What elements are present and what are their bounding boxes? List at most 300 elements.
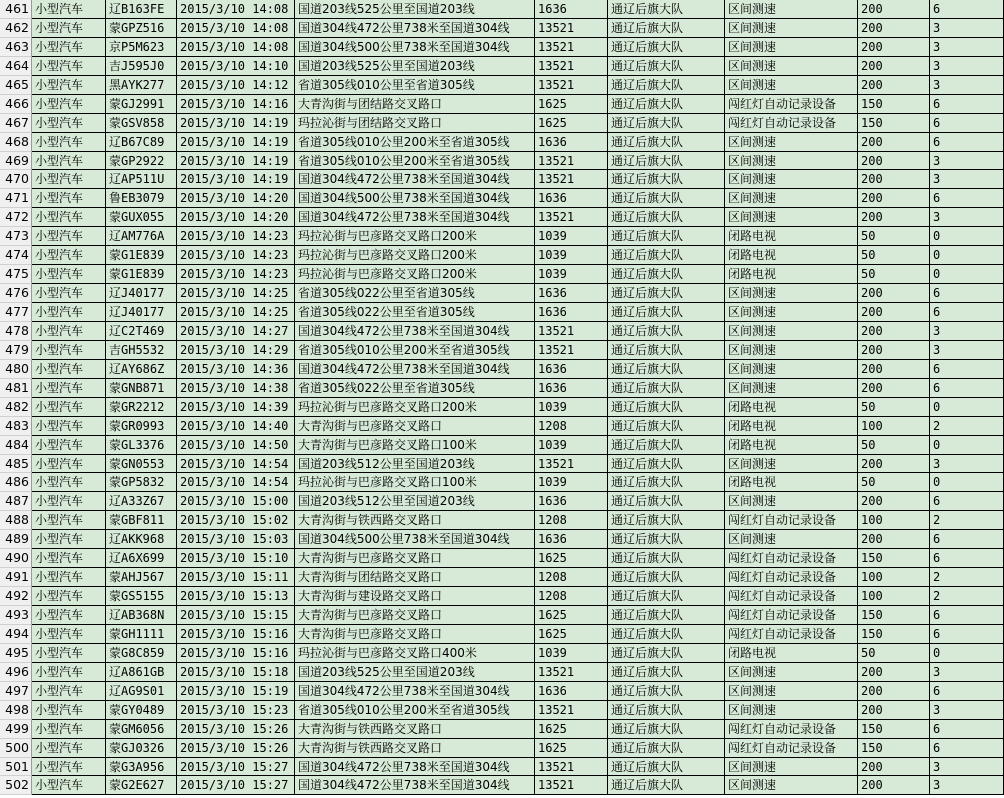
location-cell[interactable]: 大青沟街与巴彦路交叉路口 — [295, 417, 535, 436]
fine-cell[interactable]: 200 — [858, 284, 930, 303]
code-cell[interactable]: 13521 — [535, 208, 608, 227]
datetime-cell[interactable]: 2015/3/10 15:19 — [177, 682, 295, 701]
datetime-cell[interactable]: 2015/3/10 14:25 — [177, 303, 295, 322]
plate-cell[interactable]: 蒙GP5832 — [106, 473, 177, 492]
code-cell[interactable]: 13521 — [535, 19, 608, 38]
plate-cell[interactable]: 蒙GM6056 — [106, 720, 177, 739]
unit-cell[interactable]: 通辽后旗大队 — [608, 189, 725, 208]
location-cell[interactable]: 国道304线472公里738米至国道304线 — [295, 19, 535, 38]
fine-cell[interactable]: 200 — [858, 379, 930, 398]
code-cell[interactable]: 13521 — [535, 776, 608, 795]
code-cell[interactable]: 1625 — [535, 625, 608, 644]
unit-cell[interactable]: 通辽后旗大队 — [608, 208, 725, 227]
location-cell[interactable]: 玛拉沁街与巴彦路交叉路口200米 — [295, 227, 535, 246]
device-cell[interactable]: 闭路电视 — [725, 417, 858, 436]
unit-cell[interactable]: 通辽后旗大队 — [608, 284, 725, 303]
points-cell[interactable]: 0 — [930, 644, 1004, 663]
code-cell[interactable]: 1636 — [535, 530, 608, 549]
vehicle-type-cell[interactable]: 小型汽车 — [32, 246, 106, 265]
device-cell[interactable]: 区间测速 — [725, 701, 858, 720]
vehicle-type-cell[interactable]: 小型汽车 — [32, 436, 106, 455]
row-header[interactable]: 480 — [0, 360, 32, 379]
unit-cell[interactable]: 通辽后旗大队 — [608, 492, 725, 511]
device-cell[interactable]: 闭路电视 — [725, 473, 858, 492]
row-header[interactable]: 495 — [0, 644, 32, 663]
points-cell[interactable]: 2 — [930, 587, 1004, 606]
code-cell[interactable]: 1636 — [535, 189, 608, 208]
plate-cell[interactable]: 蒙GNB871 — [106, 379, 177, 398]
vehicle-type-cell[interactable]: 小型汽车 — [32, 511, 106, 530]
device-cell[interactable]: 区间测速 — [725, 530, 858, 549]
code-cell[interactable]: 13521 — [535, 57, 608, 76]
code-cell[interactable]: 1039 — [535, 473, 608, 492]
device-cell[interactable]: 闯红灯自动记录设备 — [725, 625, 858, 644]
plate-cell[interactable]: 辽C2T469 — [106, 322, 177, 341]
device-cell[interactable]: 闯红灯自动记录设备 — [725, 95, 858, 114]
fine-cell[interactable]: 200 — [858, 682, 930, 701]
datetime-cell[interactable]: 2015/3/10 14:36 — [177, 360, 295, 379]
unit-cell[interactable]: 通辽后旗大队 — [608, 227, 725, 246]
location-cell[interactable]: 国道304线472公里738米至国道304线 — [295, 758, 535, 777]
points-cell[interactable]: 3 — [930, 322, 1004, 341]
vehicle-type-cell[interactable]: 小型汽车 — [32, 492, 106, 511]
location-cell[interactable]: 玛拉沁街与巴彦路交叉路口200米 — [295, 398, 535, 417]
fine-cell[interactable]: 200 — [858, 133, 930, 152]
vehicle-type-cell[interactable]: 小型汽车 — [32, 227, 106, 246]
points-cell[interactable]: 0 — [930, 246, 1004, 265]
plate-cell[interactable]: 辽AP511U — [106, 170, 177, 189]
unit-cell[interactable]: 通辽后旗大队 — [608, 739, 725, 758]
unit-cell[interactable]: 通辽后旗大队 — [608, 114, 725, 133]
fine-cell[interactable]: 100 — [858, 417, 930, 436]
vehicle-type-cell[interactable]: 小型汽车 — [32, 720, 106, 739]
row-header[interactable]: 494 — [0, 625, 32, 644]
points-cell[interactable]: 0 — [930, 473, 1004, 492]
location-cell[interactable]: 国道304线472公里738米至国道304线 — [295, 322, 535, 341]
points-cell[interactable]: 6 — [930, 133, 1004, 152]
plate-cell[interactable]: 辽J40177 — [106, 284, 177, 303]
unit-cell[interactable]: 通辽后旗大队 — [608, 322, 725, 341]
vehicle-type-cell[interactable]: 小型汽车 — [32, 360, 106, 379]
plate-cell[interactable]: 蒙G2E627 — [106, 776, 177, 795]
row-header[interactable]: 502 — [0, 776, 32, 795]
plate-cell[interactable]: 蒙GS5155 — [106, 587, 177, 606]
fine-cell[interactable]: 200 — [858, 208, 930, 227]
row-header[interactable]: 493 — [0, 606, 32, 625]
device-cell[interactable]: 区间测速 — [725, 152, 858, 171]
device-cell[interactable]: 区间测速 — [725, 758, 858, 777]
points-cell[interactable]: 3 — [930, 701, 1004, 720]
device-cell[interactable]: 区间测速 — [725, 322, 858, 341]
device-cell[interactable]: 区间测速 — [725, 303, 858, 322]
code-cell[interactable]: 1636 — [535, 379, 608, 398]
points-cell[interactable]: 2 — [930, 511, 1004, 530]
location-cell[interactable]: 国道203线525公里至国道203线 — [295, 57, 535, 76]
row-header[interactable]: 485 — [0, 455, 32, 474]
location-cell[interactable]: 省道305线022公里至省道305线 — [295, 284, 535, 303]
datetime-cell[interactable]: 2015/3/10 14:08 — [177, 38, 295, 57]
fine-cell[interactable]: 50 — [858, 644, 930, 663]
location-cell[interactable]: 大青沟街与建设路交叉路口 — [295, 587, 535, 606]
code-cell[interactable]: 1039 — [535, 398, 608, 417]
points-cell[interactable]: 6 — [930, 739, 1004, 758]
datetime-cell[interactable]: 2015/3/10 15:26 — [177, 720, 295, 739]
datetime-cell[interactable]: 2015/3/10 15:26 — [177, 739, 295, 758]
fine-cell[interactable]: 200 — [858, 663, 930, 682]
plate-cell[interactable]: 辽AKK968 — [106, 530, 177, 549]
fine-cell[interactable]: 150 — [858, 95, 930, 114]
plate-cell[interactable]: 蒙GPZ516 — [106, 19, 177, 38]
plate-cell[interactable]: 蒙GH1111 — [106, 625, 177, 644]
device-cell[interactable]: 闯红灯自动记录设备 — [725, 606, 858, 625]
plate-cell[interactable]: 蒙GY0489 — [106, 701, 177, 720]
plate-cell[interactable]: 蒙GR0993 — [106, 417, 177, 436]
device-cell[interactable]: 区间测速 — [725, 76, 858, 95]
row-header[interactable]: 490 — [0, 549, 32, 568]
code-cell[interactable]: 1636 — [535, 133, 608, 152]
row-header[interactable]: 486 — [0, 473, 32, 492]
unit-cell[interactable]: 通辽后旗大队 — [608, 455, 725, 474]
unit-cell[interactable]: 通辽后旗大队 — [608, 19, 725, 38]
datetime-cell[interactable]: 2015/3/10 15:13 — [177, 587, 295, 606]
location-cell[interactable]: 省道305线022公里至省道305线 — [295, 379, 535, 398]
vehicle-type-cell[interactable]: 小型汽车 — [32, 284, 106, 303]
datetime-cell[interactable]: 2015/3/10 15:16 — [177, 644, 295, 663]
points-cell[interactable]: 0 — [930, 265, 1004, 284]
row-header[interactable]: 476 — [0, 284, 32, 303]
datetime-cell[interactable]: 2015/3/10 14:19 — [177, 114, 295, 133]
vehicle-type-cell[interactable]: 小型汽车 — [32, 170, 106, 189]
datetime-cell[interactable]: 2015/3/10 14:10 — [177, 57, 295, 76]
fine-cell[interactable]: 200 — [858, 341, 930, 360]
row-header[interactable]: 472 — [0, 208, 32, 227]
fine-cell[interactable]: 200 — [858, 189, 930, 208]
unit-cell[interactable]: 通辽后旗大队 — [608, 57, 725, 76]
unit-cell[interactable]: 通辽后旗大队 — [608, 360, 725, 379]
location-cell[interactable]: 国道203线512公里至国道203线 — [295, 492, 535, 511]
code-cell[interactable]: 1625 — [535, 720, 608, 739]
fine-cell[interactable]: 200 — [858, 0, 930, 19]
plate-cell[interactable]: 辽A861GB — [106, 663, 177, 682]
device-cell[interactable]: 区间测速 — [725, 19, 858, 38]
fine-cell[interactable]: 200 — [858, 455, 930, 474]
points-cell[interactable]: 6 — [930, 682, 1004, 701]
code-cell[interactable]: 1636 — [535, 0, 608, 19]
datetime-cell[interactable]: 2015/3/10 14:16 — [177, 95, 295, 114]
datetime-cell[interactable]: 2015/3/10 14:54 — [177, 455, 295, 474]
datetime-cell[interactable]: 2015/3/10 14:23 — [177, 227, 295, 246]
device-cell[interactable]: 区间测速 — [725, 341, 858, 360]
code-cell[interactable]: 1625 — [535, 739, 608, 758]
location-cell[interactable]: 国道304线500公里738米至国道304线 — [295, 189, 535, 208]
fine-cell[interactable]: 200 — [858, 76, 930, 95]
datetime-cell[interactable]: 2015/3/10 15:27 — [177, 776, 295, 795]
points-cell[interactable]: 3 — [930, 758, 1004, 777]
location-cell[interactable]: 国道304线472公里738米至国道304线 — [295, 208, 535, 227]
device-cell[interactable]: 区间测速 — [725, 776, 858, 795]
datetime-cell[interactable]: 2015/3/10 15:10 — [177, 549, 295, 568]
plate-cell[interactable]: 辽B163FE — [106, 0, 177, 19]
location-cell[interactable]: 国道304线472公里738米至国道304线 — [295, 776, 535, 795]
row-header[interactable]: 496 — [0, 663, 32, 682]
datetime-cell[interactable]: 2015/3/10 14:50 — [177, 436, 295, 455]
fine-cell[interactable]: 150 — [858, 606, 930, 625]
location-cell[interactable]: 大青沟街与团结路交叉路口 — [295, 568, 535, 587]
device-cell[interactable]: 区间测速 — [725, 284, 858, 303]
plate-cell[interactable]: 辽AB368N — [106, 606, 177, 625]
plate-cell[interactable]: 京P5M623 — [106, 38, 177, 57]
fine-cell[interactable]: 200 — [858, 758, 930, 777]
fine-cell[interactable]: 150 — [858, 739, 930, 758]
location-cell[interactable]: 大青沟街与铁西路交叉路口 — [295, 739, 535, 758]
code-cell[interactable]: 1625 — [535, 95, 608, 114]
fine-cell[interactable]: 50 — [858, 473, 930, 492]
code-cell[interactable]: 1039 — [535, 246, 608, 265]
plate-cell[interactable]: 吉J595J0 — [106, 57, 177, 76]
vehicle-type-cell[interactable]: 小型汽车 — [32, 530, 106, 549]
plate-cell[interactable]: 辽A33Z67 — [106, 492, 177, 511]
row-header[interactable]: 497 — [0, 682, 32, 701]
row-header[interactable]: 465 — [0, 76, 32, 95]
code-cell[interactable]: 1625 — [535, 114, 608, 133]
code-cell[interactable]: 13521 — [535, 663, 608, 682]
datetime-cell[interactable]: 2015/3/10 15:15 — [177, 606, 295, 625]
unit-cell[interactable]: 通辽后旗大队 — [608, 246, 725, 265]
unit-cell[interactable]: 通辽后旗大队 — [608, 644, 725, 663]
fine-cell[interactable]: 100 — [858, 511, 930, 530]
datetime-cell[interactable]: 2015/3/10 14:54 — [177, 473, 295, 492]
location-cell[interactable]: 省道305线022公里至省道305线 — [295, 303, 535, 322]
fine-cell[interactable]: 200 — [858, 701, 930, 720]
fine-cell[interactable]: 200 — [858, 360, 930, 379]
unit-cell[interactable]: 通辽后旗大队 — [608, 265, 725, 284]
location-cell[interactable]: 大青沟街与巴彦路交叉路口 — [295, 549, 535, 568]
points-cell[interactable]: 3 — [930, 170, 1004, 189]
code-cell[interactable]: 1208 — [535, 417, 608, 436]
fine-cell[interactable]: 150 — [858, 625, 930, 644]
vehicle-type-cell[interactable]: 小型汽车 — [32, 682, 106, 701]
unit-cell[interactable]: 通辽后旗大队 — [608, 379, 725, 398]
points-cell[interactable]: 6 — [930, 530, 1004, 549]
device-cell[interactable]: 闯红灯自动记录设备 — [725, 739, 858, 758]
unit-cell[interactable]: 通辽后旗大队 — [608, 398, 725, 417]
plate-cell[interactable]: 辽A6X699 — [106, 549, 177, 568]
points-cell[interactable]: 6 — [930, 379, 1004, 398]
vehicle-type-cell[interactable]: 小型汽车 — [32, 587, 106, 606]
code-cell[interactable]: 1636 — [535, 284, 608, 303]
row-header[interactable]: 467 — [0, 114, 32, 133]
fine-cell[interactable]: 200 — [858, 492, 930, 511]
plate-cell[interactable]: 蒙G1E839 — [106, 246, 177, 265]
datetime-cell[interactable]: 2015/3/10 15:11 — [177, 568, 295, 587]
plate-cell[interactable]: 蒙AHJ567 — [106, 568, 177, 587]
vehicle-type-cell[interactable]: 小型汽车 — [32, 0, 106, 19]
plate-cell[interactable]: 蒙GJ0326 — [106, 739, 177, 758]
device-cell[interactable]: 区间测速 — [725, 682, 858, 701]
datetime-cell[interactable]: 2015/3/10 14:23 — [177, 265, 295, 284]
points-cell[interactable]: 0 — [930, 436, 1004, 455]
plate-cell[interactable]: 蒙GL3376 — [106, 436, 177, 455]
points-cell[interactable]: 3 — [930, 341, 1004, 360]
vehicle-type-cell[interactable]: 小型汽车 — [32, 265, 106, 284]
points-cell[interactable]: 3 — [930, 152, 1004, 171]
unit-cell[interactable]: 通辽后旗大队 — [608, 530, 725, 549]
location-cell[interactable]: 玛拉沁街与团结路交叉路口 — [295, 114, 535, 133]
code-cell[interactable]: 1625 — [535, 549, 608, 568]
vehicle-type-cell[interactable]: 小型汽车 — [32, 95, 106, 114]
unit-cell[interactable]: 通辽后旗大队 — [608, 152, 725, 171]
device-cell[interactable]: 区间测速 — [725, 379, 858, 398]
location-cell[interactable]: 大青沟街与团结路交叉路口 — [295, 95, 535, 114]
location-cell[interactable]: 国道304线472公里738米至国道304线 — [295, 682, 535, 701]
datetime-cell[interactable]: 2015/3/10 14:38 — [177, 379, 295, 398]
unit-cell[interactable]: 通辽后旗大队 — [608, 95, 725, 114]
location-cell[interactable]: 省道305线010公里200米至省道305线 — [295, 133, 535, 152]
row-header[interactable]: 482 — [0, 398, 32, 417]
code-cell[interactable]: 13521 — [535, 455, 608, 474]
fine-cell[interactable]: 200 — [858, 322, 930, 341]
vehicle-type-cell[interactable]: 小型汽车 — [32, 38, 106, 57]
row-header[interactable]: 498 — [0, 701, 32, 720]
row-header[interactable]: 477 — [0, 303, 32, 322]
code-cell[interactable]: 1636 — [535, 682, 608, 701]
location-cell[interactable]: 玛拉沁街与巴彦路交叉路口200米 — [295, 246, 535, 265]
row-header[interactable]: 470 — [0, 170, 32, 189]
vehicle-type-cell[interactable]: 小型汽车 — [32, 455, 106, 474]
points-cell[interactable]: 6 — [930, 189, 1004, 208]
device-cell[interactable]: 区间测速 — [725, 492, 858, 511]
location-cell[interactable]: 省道305线010公里200米至省道305线 — [295, 152, 535, 171]
row-header[interactable]: 478 — [0, 322, 32, 341]
points-cell[interactable]: 3 — [930, 663, 1004, 682]
device-cell[interactable]: 区间测速 — [725, 208, 858, 227]
vehicle-type-cell[interactable]: 小型汽车 — [32, 57, 106, 76]
code-cell[interactable]: 13521 — [535, 758, 608, 777]
fine-cell[interactable]: 50 — [858, 398, 930, 417]
vehicle-type-cell[interactable]: 小型汽车 — [32, 19, 106, 38]
row-header[interactable]: 466 — [0, 95, 32, 114]
row-header[interactable]: 474 — [0, 246, 32, 265]
points-cell[interactable]: 6 — [930, 95, 1004, 114]
points-cell[interactable]: 2 — [930, 568, 1004, 587]
unit-cell[interactable]: 通辽后旗大队 — [608, 76, 725, 95]
datetime-cell[interactable]: 2015/3/10 14:08 — [177, 0, 295, 19]
plate-cell[interactable]: 蒙GSV858 — [106, 114, 177, 133]
vehicle-type-cell[interactable]: 小型汽车 — [32, 133, 106, 152]
code-cell[interactable]: 1039 — [535, 227, 608, 246]
unit-cell[interactable]: 通辽后旗大队 — [608, 473, 725, 492]
code-cell[interactable]: 1039 — [535, 644, 608, 663]
points-cell[interactable]: 3 — [930, 776, 1004, 795]
points-cell[interactable]: 2 — [930, 417, 1004, 436]
unit-cell[interactable]: 通辽后旗大队 — [608, 38, 725, 57]
location-cell[interactable]: 大青沟街与巴彦路交叉路口 — [295, 625, 535, 644]
datetime-cell[interactable]: 2015/3/10 15:23 — [177, 701, 295, 720]
unit-cell[interactable]: 通辽后旗大队 — [608, 606, 725, 625]
unit-cell[interactable]: 通辽后旗大队 — [608, 776, 725, 795]
vehicle-type-cell[interactable]: 小型汽车 — [32, 189, 106, 208]
points-cell[interactable]: 6 — [930, 625, 1004, 644]
vehicle-type-cell[interactable]: 小型汽车 — [32, 398, 106, 417]
fine-cell[interactable]: 50 — [858, 246, 930, 265]
points-cell[interactable]: 6 — [930, 284, 1004, 303]
code-cell[interactable]: 1636 — [535, 492, 608, 511]
device-cell[interactable]: 区间测速 — [725, 57, 858, 76]
datetime-cell[interactable]: 2015/3/10 14:19 — [177, 152, 295, 171]
plate-cell[interactable]: 蒙GR2212 — [106, 398, 177, 417]
plate-cell[interactable]: 辽AG9S01 — [106, 682, 177, 701]
fine-cell[interactable]: 50 — [858, 265, 930, 284]
vehicle-type-cell[interactable]: 小型汽车 — [32, 417, 106, 436]
device-cell[interactable]: 闯红灯自动记录设备 — [725, 511, 858, 530]
device-cell[interactable]: 区间测速 — [725, 663, 858, 682]
unit-cell[interactable]: 通辽后旗大队 — [608, 170, 725, 189]
code-cell[interactable]: 13521 — [535, 170, 608, 189]
points-cell[interactable]: 0 — [930, 227, 1004, 246]
plate-cell[interactable]: 鲁EB3079 — [106, 189, 177, 208]
plate-cell[interactable]: 辽J40177 — [106, 303, 177, 322]
code-cell[interactable]: 1636 — [535, 360, 608, 379]
row-header[interactable]: 464 — [0, 57, 32, 76]
vehicle-type-cell[interactable]: 小型汽车 — [32, 114, 106, 133]
datetime-cell[interactable]: 2015/3/10 14:20 — [177, 208, 295, 227]
plate-cell[interactable]: 蒙GP2922 — [106, 152, 177, 171]
unit-cell[interactable]: 通辽后旗大队 — [608, 720, 725, 739]
vehicle-type-cell[interactable]: 小型汽车 — [32, 76, 106, 95]
points-cell[interactable]: 6 — [930, 720, 1004, 739]
unit-cell[interactable]: 通辽后旗大队 — [608, 549, 725, 568]
fine-cell[interactable]: 200 — [858, 303, 930, 322]
location-cell[interactable]: 国道304线500公里738米至国道304线 — [295, 530, 535, 549]
code-cell[interactable]: 13521 — [535, 701, 608, 720]
device-cell[interactable]: 闯红灯自动记录设备 — [725, 587, 858, 606]
fine-cell[interactable]: 100 — [858, 568, 930, 587]
row-header[interactable]: 468 — [0, 133, 32, 152]
datetime-cell[interactable]: 2015/3/10 15:27 — [177, 758, 295, 777]
plate-cell[interactable]: 蒙G1E839 — [106, 265, 177, 284]
code-cell[interactable]: 1039 — [535, 436, 608, 455]
location-cell[interactable]: 国道304线472公里738米至国道304线 — [295, 360, 535, 379]
fine-cell[interactable]: 200 — [858, 57, 930, 76]
plate-cell[interactable]: 蒙GBF811 — [106, 511, 177, 530]
vehicle-type-cell[interactable]: 小型汽车 — [32, 776, 106, 795]
plate-cell[interactable]: 辽B67C89 — [106, 133, 177, 152]
unit-cell[interactable]: 通辽后旗大队 — [608, 0, 725, 19]
row-header[interactable]: 473 — [0, 227, 32, 246]
points-cell[interactable]: 3 — [930, 208, 1004, 227]
vehicle-type-cell[interactable]: 小型汽车 — [32, 606, 106, 625]
unit-cell[interactable]: 通辽后旗大队 — [608, 758, 725, 777]
fine-cell[interactable]: 150 — [858, 114, 930, 133]
plate-cell[interactable]: 辽AY686Z — [106, 360, 177, 379]
unit-cell[interactable]: 通辽后旗大队 — [608, 568, 725, 587]
vehicle-type-cell[interactable]: 小型汽车 — [32, 341, 106, 360]
unit-cell[interactable]: 通辽后旗大队 — [608, 436, 725, 455]
location-cell[interactable]: 玛拉沁街与巴彦路交叉路口200米 — [295, 265, 535, 284]
device-cell[interactable]: 区间测速 — [725, 360, 858, 379]
row-header[interactable]: 487 — [0, 492, 32, 511]
unit-cell[interactable]: 通辽后旗大队 — [608, 511, 725, 530]
datetime-cell[interactable]: 2015/3/10 14:23 — [177, 246, 295, 265]
location-cell[interactable]: 国道203线525公里至国道203线 — [295, 663, 535, 682]
fine-cell[interactable]: 150 — [858, 720, 930, 739]
row-header[interactable]: 475 — [0, 265, 32, 284]
row-header[interactable]: 488 — [0, 511, 32, 530]
device-cell[interactable]: 闭路电视 — [725, 436, 858, 455]
location-cell[interactable]: 省道305线010公里至省道305线 — [295, 76, 535, 95]
location-cell[interactable]: 国道304线500公里738米至国道304线 — [295, 38, 535, 57]
plate-cell[interactable]: 蒙G8C859 — [106, 644, 177, 663]
